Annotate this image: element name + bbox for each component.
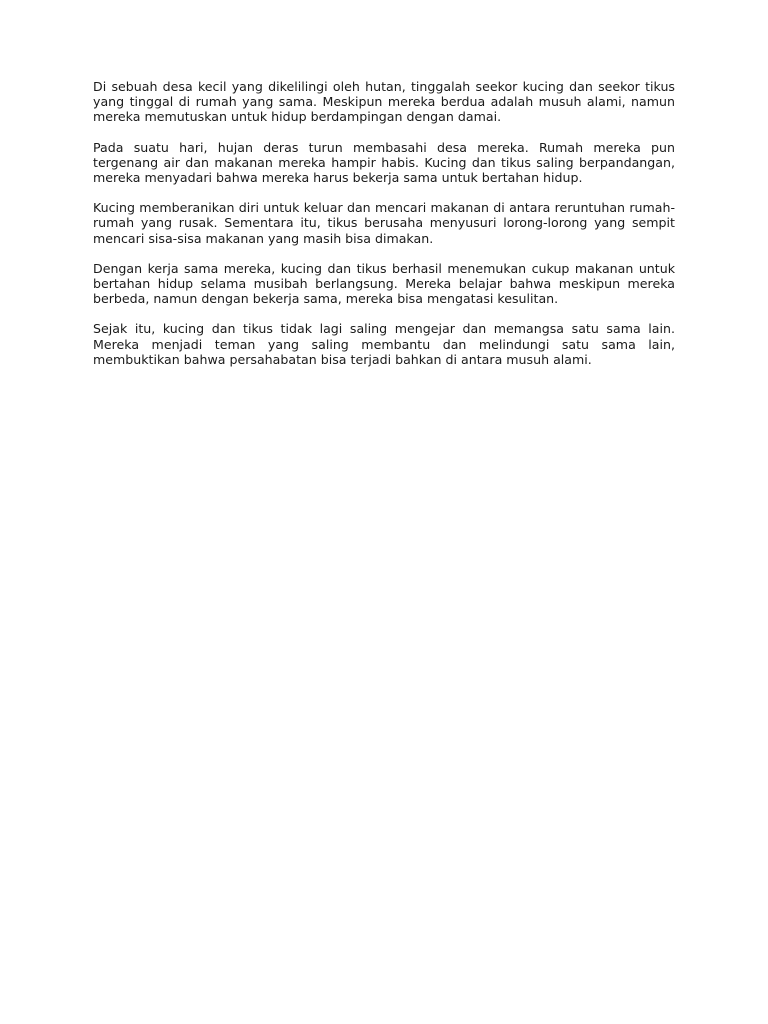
document-body [93, 79, 675, 382]
paragraph-3: Kucing memberanikan diri untuk keluar dan mencari makanan di antara reruntuhan rumah-rumah yang rusak. Sementara itu, tikus berusaha menyusuri lorong-lorong yang sempit mencari sisa-sisa makanan yang masih bisa dimakan. [93, 200, 675, 246]
paragraph-4: Dengan kerja sama mereka, kucing dan tikus berhasil menemukan cukup makanan untuk bertahan hidup selama musibah berlangsung. Mereka belajar bahwa meskipun mereka berbeda, namun dengan bekerja sama, mereka bisa mengatasi kesulitan. [93, 260, 675, 307]
paragraph-1: Di sebuah desa kecil yang dikelilingi oleh hutan, tinggalah seekor kucing dan seekor tikus yang tinggal di rumah yang sama. Meskipun mereka berdua adalah musuh alami, namun mereka memutuskan untuk hidup berdampingan dengan damai. [93, 79, 675, 125]
paragraph-2: Pada suatu hari, hujan deras turun membasahi desa mereka. Rumah mereka pun tergenang air dan makanan mereka hampir habis. Kucing dan tikus saling berpandangan, mereka menyadari bahwa mereka harus bekerja sama untuk bertahan hidup. [93, 139, 675, 186]
paragraph-5: Sejak itu, kucing dan tikus tidak lagi saling mengejar dan memangsa satu sama lain. Mereka menjadi teman yang saling membantu dan melindungi satu sama lain, membuktikan bahwa persahabatan bisa terjadi bahkan di antara musuh alami. [93, 321, 675, 367]
